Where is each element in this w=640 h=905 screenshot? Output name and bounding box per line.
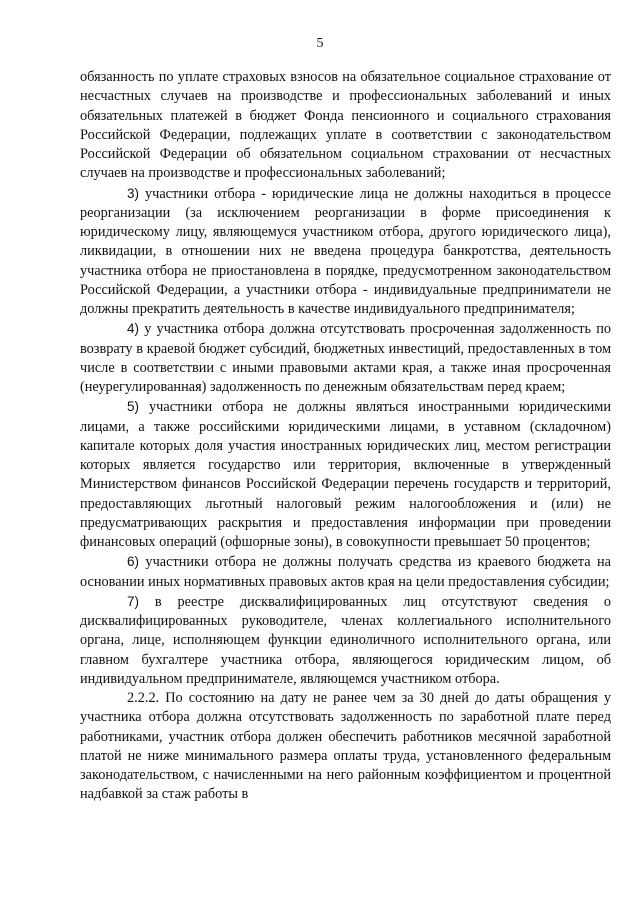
- page-number: 5: [316, 36, 324, 51]
- document-body: [80, 68, 611, 805]
- paragraph-text: участники отбора - юридические лица не должны находиться в процессе реорганизации (за исключением реорганизации в форме присоединения к юридическому лицу, являющемуся участником отбора, другого юридического лица), ликвидации, в отношении них не введена процедура банкротства, деятельность участника отбора не приостановлена в порядке, предусмотренном законодательством Российской Федерации, а участники отбора - индивидуальные предприниматели не должны прекратить деятельность в качестве индивидуального предпринимателя;: [80, 185, 611, 317]
- list-marker: 7): [127, 593, 140, 609]
- list-marker: 6): [127, 554, 140, 570]
- list-marker: 3): [127, 185, 140, 201]
- paragraph-continuation: [80, 68, 611, 184]
- paragraph-text: 2.2.2. По состоянию на дату не ранее чем за 30 дней до даты обращения у участника отбора должна отсутствовать задолженность по заработной плате перед работниками, участник отбора должен обеспечить работников месячной заработной платой не ниже минимального размера оплаты труда, установленного федеральным законодательством, с начисленными на него районным коэффициентом и процентной надбавкой за стаж работы в: [80, 690, 611, 803]
- list-item-6: [80, 552, 611, 592]
- list-marker: 5): [127, 399, 140, 415]
- list-item-5: [80, 397, 611, 552]
- paragraph-text: участники отбора не должны являться иностранными юридическими лицами, а также российскими юридическими лицами, в уставном (складочном) капитале которых доля участия иностранных юридических лиц, местом регистрации которых является государство или территория, включенные в утвержденный Министерством финансов Российской Федерации перечень государств и территорий, предоставляющих льготный налоговый режим налогообложения и (или) не предусматривающих раскрытия и предоставления информации при проведении финансовых операций (офшорные зоны), в совокупности превышает 50 процентов;: [80, 399, 611, 550]
- section-2-2-2: [80, 689, 611, 805]
- list-marker: 4): [127, 321, 140, 337]
- list-item-7: [80, 592, 611, 689]
- list-item-4: [80, 319, 611, 397]
- paragraph-text: в реестре дисквалифицированных лиц отсутствуют сведения о дисквалифицированных руководителе, членах коллегиального исполнительного органа, лице, исполняющем функции единоличного исполнительного органа, или главном бухгалтере участника отбора, являющегося юридическим лицом, об индивидуальном предпринимателе, являющемся участником отбора.: [80, 593, 611, 687]
- list-item-3: [80, 184, 611, 320]
- paragraph-text: участники отбора не должны получать средства из краевого бюджета на основании иных нормативных правовых актов края на цели предоставления субсидии;: [80, 554, 611, 590]
- paragraph-text: обязанность по уплате страховых взносов на обязательное социальное страхование от несчастных случаев на производстве и профессиональных заболеваний и иных обязательных платежей в бюджет Фонда пенсионного и социального страхования Российской Федерации, подлежащих уплате в соответствии с законодательством Российской Федерации об обязательном социальном страховании от несчастных случаев на производстве и профессиональных заболеваний;: [80, 69, 611, 182]
- paragraph-text: у участника отбора должна отсутствовать просроченная задолженность по возврату в краевой бюджет субсидий, бюджетных инвестиций, предоставленных в том числе в соответствии с иными правовыми актами края, а также иная просроченная (неурегулированная) задолженность по денежным обязательствам перед краем;: [80, 321, 611, 395]
